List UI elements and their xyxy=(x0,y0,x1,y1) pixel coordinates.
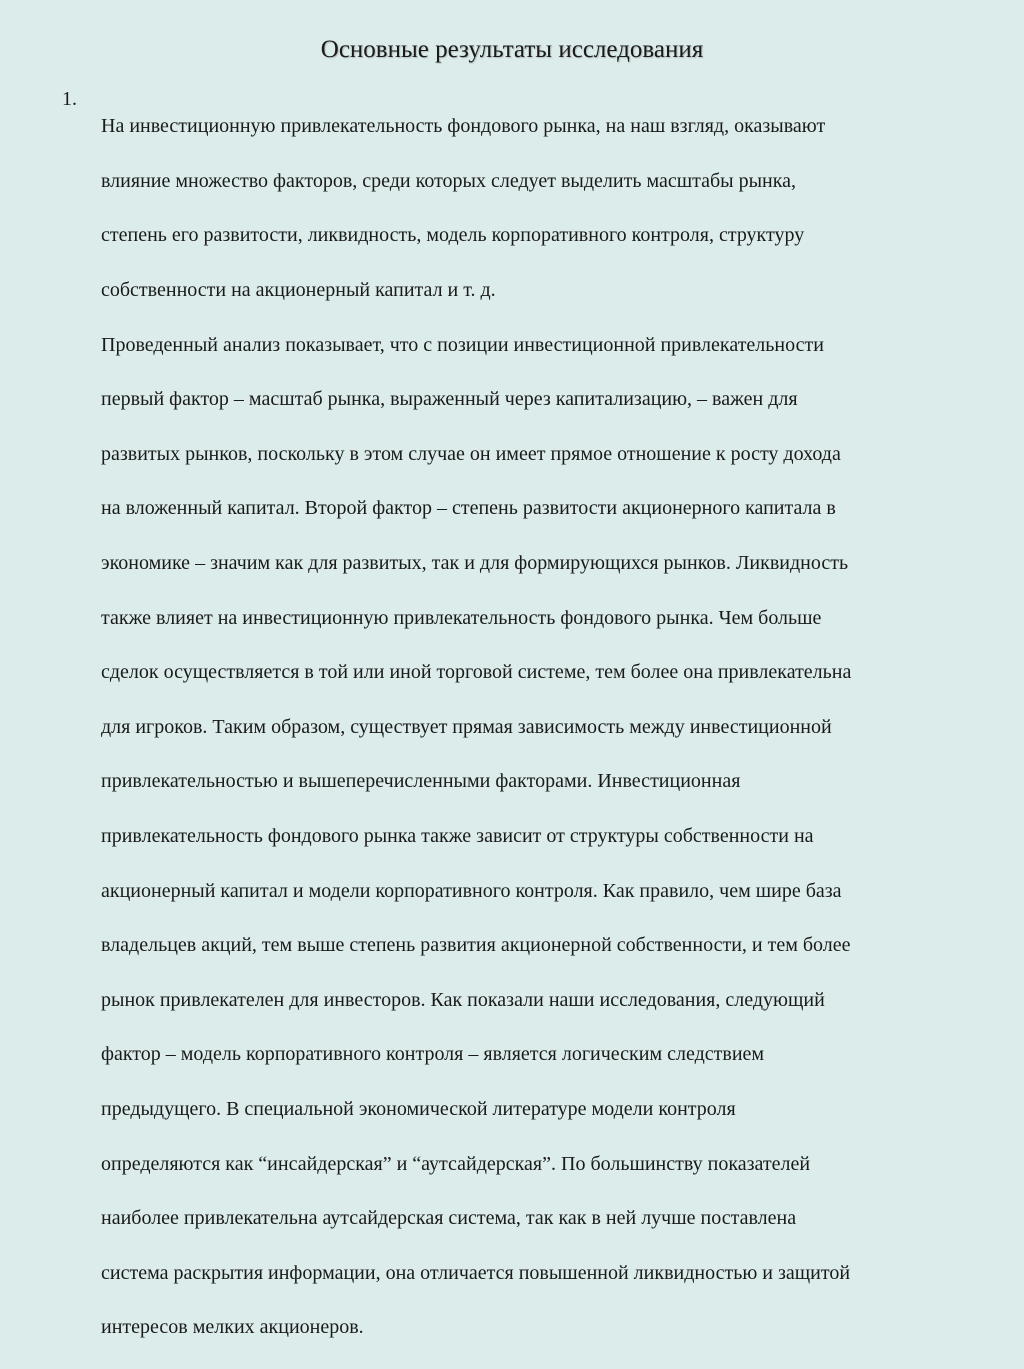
text-line: предыдущего. В специальной экономической литературе модели контроля xyxy=(101,1097,736,1120)
text-line: система раскрытия информации, она отличается повышенной ликвидностью и защитой xyxy=(101,1261,851,1284)
text-line: акционерный капитал и модели корпоративного контроля. Как правило, чем шире база xyxy=(101,879,842,902)
text-line: рынок привлекателен для инвесторов. Как показали наши исследования, следующий xyxy=(101,988,825,1011)
text-line: привлекательность фондового рынка также зависит от структуры собственности на xyxy=(101,825,814,848)
text-line: интересов мелких акционеров. xyxy=(101,1316,364,1339)
text-line: определяются как “инсайдерская” и “аутсайдерская”. По большинству показателей xyxy=(101,1152,811,1175)
text-line: привлекательностью и вышеперечисленными факторами. Инвестиционная xyxy=(101,770,741,793)
slide-title: Основные результаты исследования xyxy=(320,36,704,63)
text-line: Проведенный анализ показывает, что с позиции инвестиционной привлекательности xyxy=(101,333,824,356)
text-line: собственности на акционерный капитал и т. д. xyxy=(101,279,496,302)
text-line: экономике – значим как для развитых, так и для формирующихся рынков. Ликвидность xyxy=(101,552,849,575)
text-line: степень его развитости, ликвидность, модель корпоративного контроля, структуру xyxy=(101,224,805,247)
text-line: владельцев акций, тем выше степень развития акционерной собственности, и тем более xyxy=(101,934,851,957)
list-item-number: 1. xyxy=(62,88,77,110)
text-line: На инвестиционную привлекательность фондового рынка, на наш взгляд, оказывают xyxy=(101,115,826,138)
text-line: для игроков. Таким образом, существует прямая зависимость между инвестиционной xyxy=(101,715,832,738)
text-line: развитых рынков, поскольку в этом случае он имеет прямое отношение к росту дохода xyxy=(101,442,841,465)
text-line: также влияет на инвестиционную привлекательность фондового рынка. Чем больше xyxy=(101,606,822,629)
text-line: на вложенный капитал. Второй фактор – степень развитости акционерного капитала в xyxy=(101,497,836,520)
text-line: сделок осуществляется в той или иной торговой системе, тем более она привлекательна xyxy=(101,661,852,684)
text-line: влияние множество факторов, среди которых следует выделить масштабы рынка, xyxy=(101,169,797,192)
text-line: первый фактор – масштаб рынка, выраженный через капитализацию, – важен для xyxy=(101,388,798,411)
text-line: наиболее привлекательна аутсайдерская система, так как в ней лучше поставлена xyxy=(101,1207,797,1230)
list-item-text xyxy=(101,86,959,1369)
text-line: фактор – модель корпоративного контроля – является логическим следствием xyxy=(101,1043,765,1066)
